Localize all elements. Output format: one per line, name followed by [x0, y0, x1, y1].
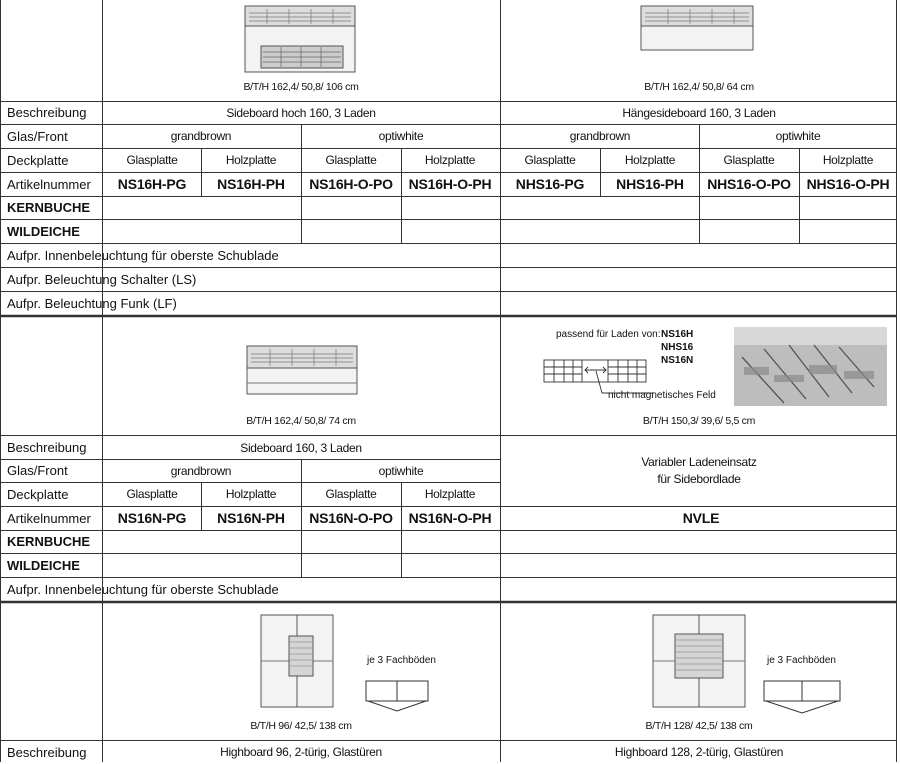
deck-text: Holzplatte	[225, 487, 277, 501]
haengesideboard-image	[638, 3, 758, 53]
deck-text: Glasplatte	[524, 153, 576, 167]
label-kernbuche: KERNBUCHE	[7, 200, 91, 215]
deck-text: Holzplatte	[624, 153, 676, 167]
label-deckplatte: Deckplatte	[7, 153, 69, 168]
label-wildeiche: WILDEICHE	[7, 558, 80, 573]
description-text: Sideboard hoch 160, 3 Laden	[226, 106, 376, 120]
drawer-insert-photo	[734, 327, 887, 406]
label-beschreibung: Beschreibung	[7, 440, 87, 455]
label-aufpr-schalter: Aufpr. Beleuchtung Schalter (LS)	[7, 272, 197, 287]
description-text: für Sidebordlade	[657, 472, 741, 486]
front-text: optiwhite	[775, 129, 821, 143]
label-kernbuche: KERNBUCHE	[7, 534, 91, 549]
dimension-text: B/T/H 150,3/ 39,6/ 5,5 cm	[642, 415, 756, 427]
article-number: NHS16-PH	[616, 176, 684, 192]
label-beschreibung: Beschreibung	[7, 745, 87, 760]
article-number: NS16H-PG	[117, 176, 187, 192]
article-number: NS16N-O-PO	[309, 510, 393, 526]
article-number: NS16H-O-PO	[309, 176, 393, 192]
description-text: Hängesideboard 160, 3 Laden	[622, 106, 776, 120]
sideboard-160-image	[244, 343, 360, 397]
highboard-96-image	[258, 612, 338, 712]
description-text: Variabler Ladeneinsatz	[641, 455, 757, 469]
label-glas-front: Glas/Front	[7, 463, 68, 478]
front-text: grandbrown	[170, 464, 232, 478]
description-text: Highboard 96, 2-türig, Glastüren	[220, 745, 382, 759]
front-text: optiwhite	[378, 129, 424, 143]
dimension-text: B/T/H 162,4/ 50,8/ 64 cm	[644, 81, 754, 93]
passend-label: passend für Laden von:	[556, 329, 661, 340]
article-number: NHS16-O-PH	[806, 176, 890, 192]
article-number: NS16N-PG	[117, 510, 187, 526]
deck-text: Holzplatte	[424, 153, 476, 167]
description-text: Highboard 128, 2-türig, Glastüren	[614, 745, 784, 759]
label-aufpr-innenbeleuchtung: Aufpr. Innenbeleuchtung für oberste Schublade	[7, 582, 279, 597]
label-wildeiche: WILDEICHE	[7, 224, 80, 239]
label-deckplatte: Deckplatte	[7, 487, 69, 502]
passend-item: NS16H	[661, 329, 694, 340]
dimension-text: B/T/H 128/ 42,5/ 138 cm	[645, 720, 753, 732]
deck-text: Glasplatte	[126, 153, 178, 167]
label-artikelnummer: Artikelnummer	[7, 511, 91, 526]
front-text: optiwhite	[378, 464, 424, 478]
shelf-icon	[762, 679, 844, 715]
dimension-text: B/T/H 162,4/ 50,8/ 106 cm	[243, 81, 359, 93]
highboard-128-image	[650, 612, 750, 712]
nicht-magnetisch-label: nicht magnetisches Feld	[608, 390, 716, 401]
fachboeden-text: je 3 Fachböden	[767, 655, 836, 666]
fachboeden-text: je 3 Fachböden	[367, 655, 436, 666]
label-aufpr-funk: Aufpr. Beleuchtung Funk (LF)	[7, 296, 177, 311]
deck-text: Glasplatte	[325, 153, 377, 167]
article-number: NHS16-O-PO	[707, 176, 791, 192]
article-number: NS16N-PH	[217, 510, 285, 526]
article-number: NHS16-PG	[515, 176, 585, 192]
passend-item: NS16N	[661, 355, 694, 366]
label-glas-front: Glas/Front	[7, 129, 68, 144]
front-text: grandbrown	[569, 129, 631, 143]
deck-text: Holzplatte	[225, 153, 277, 167]
front-text: grandbrown	[170, 129, 232, 143]
label-aufpr-innenbeleuchtung: Aufpr. Innenbeleuchtung für oberste Schublade	[7, 248, 279, 263]
deck-text: Holzplatte	[822, 153, 874, 167]
label-artikelnummer: Artikelnummer	[7, 177, 91, 192]
shelf-icon	[364, 679, 432, 713]
article-number: NS16H-PH	[217, 176, 285, 192]
sideboard-hoch-image	[243, 4, 359, 76]
dimension-text: B/T/H 162,4/ 50,8/ 74 cm	[246, 415, 356, 427]
article-number: NS16N-O-PH	[408, 510, 492, 526]
description-text: Sideboard 160, 3 Laden	[240, 441, 362, 455]
deck-text: Holzplatte	[424, 487, 476, 501]
deck-text: Glasplatte	[325, 487, 377, 501]
dimension-text: B/T/H 96/ 42,5/ 138 cm	[250, 720, 352, 732]
passend-item: NHS16	[661, 342, 694, 353]
article-number: NVLE	[682, 510, 720, 526]
deck-text: Glasplatte	[723, 153, 775, 167]
deck-text: Glasplatte	[126, 487, 178, 501]
article-number: NS16H-O-PH	[408, 176, 492, 192]
label-beschreibung: Beschreibung	[7, 105, 87, 120]
